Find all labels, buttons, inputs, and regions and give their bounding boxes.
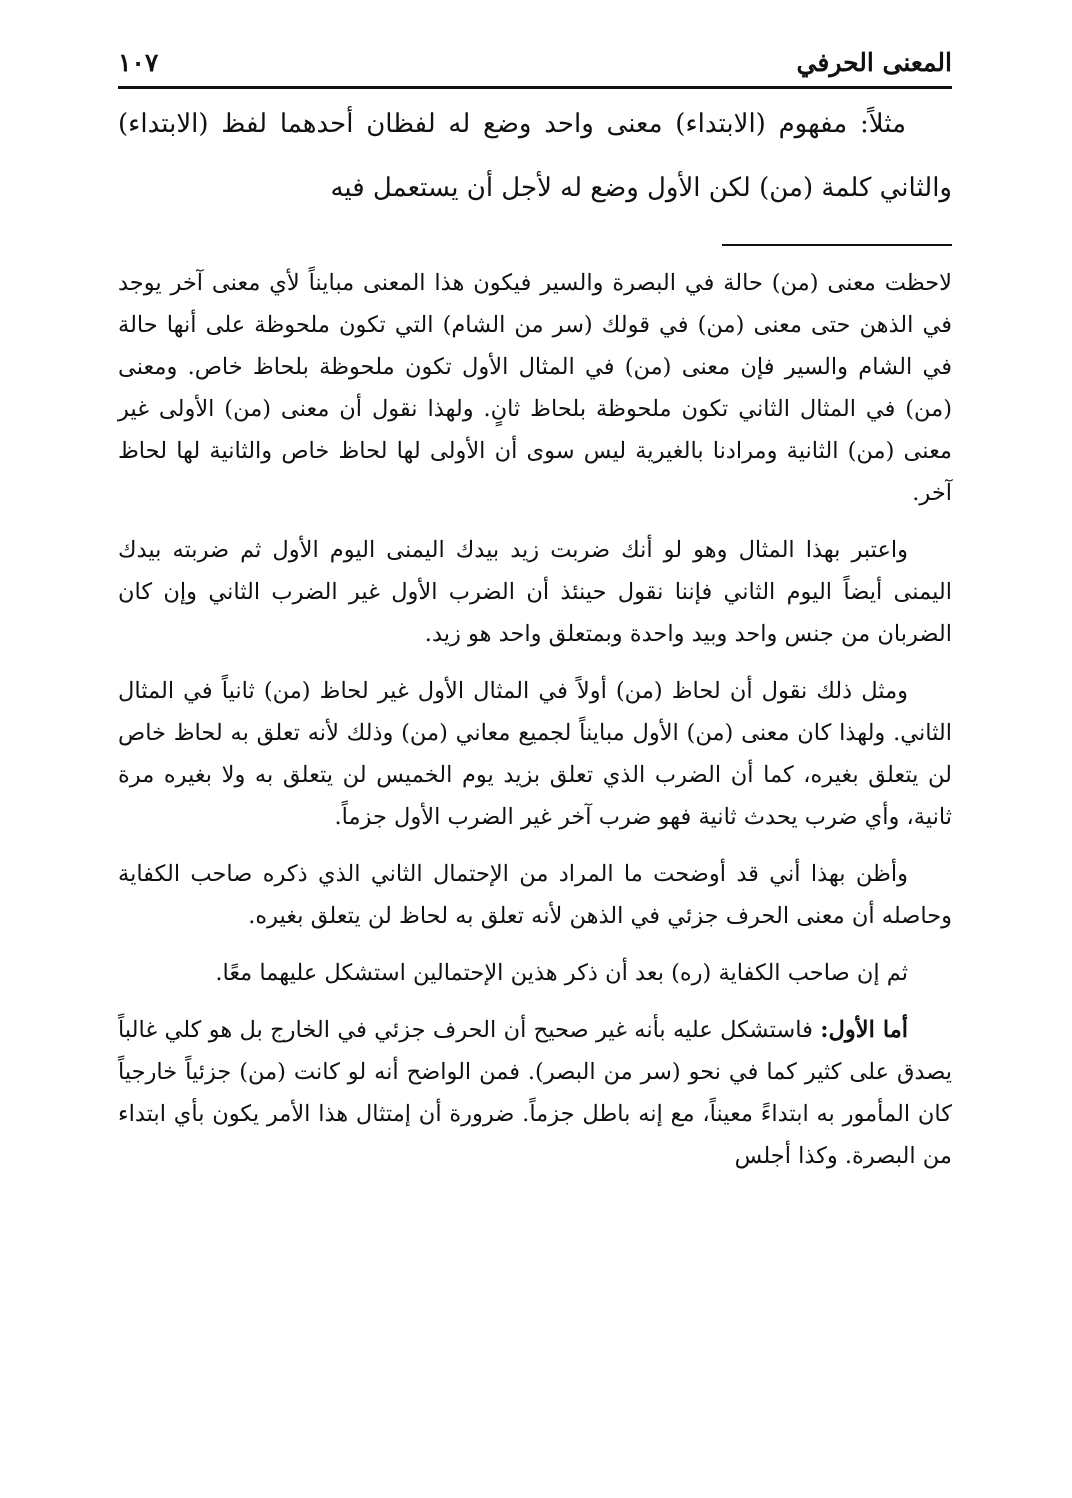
footnote-paragraph-5: ثم إن صاحب الكفاية (ره) بعد أن ذكر هذين الإحتمالين استشكل عليهما معًا. [215, 960, 908, 986]
footnote-paragraph-2: واعتبر بهذا المثال وهو لو أنك ضربت زيد بيدك اليمنى اليوم الأول ثم ضربته بيدك اليمنى أيضاً اليوم الثاني فإننا نقول حينئذ أن الضرب الأول غير الضرب الثاني وإن كان الضربان من جنس واحد وبيد واحدة وبمتعلق واحد هو زيد. [118, 537, 952, 647]
footnote-separator [722, 244, 952, 246]
paragraph-body: فاستشكل عليه بأنه غير صحيح أن الحرف جزئي في الخارج بل هو كلي غالباً يصدق على كثير كما في نحو (سر من البصر). فمن الواضح أنه لو كانت (من) جزئياً خارجياً كان المأمور به ابتداءً معيناً، مع إنه باطل جزماً. ضرورة أن إمتثال هذا الأمر يكون بأي ابتداء من البصرة. وكذا أجلس [118, 1017, 952, 1169]
main-paragraph: مثلاً: مفهوم (الابتداء) معنى واحد وضع له لفظان أحدهما لفظ (الابتداء) والثاني كلمة (من) لكن الأول وضع له لأجل أن يستعمل فيه [118, 109, 952, 203]
page-number: ١٠٧ [118, 47, 159, 77]
footnote-paragraph-1: لاحظت معنى (من) حالة في البصرة والسير فيكون هذا المعنى مبايناً لأي معنى آخر يوجد في الذهن حتى معنى (من) في قولك (سر من الشام) التي تكون ملحوظة على أنها حالة في الشام والسير فإن معنى (من) في المثال الأول تكون ملحوظة بلحاظ خاص. ومعنى (من) في المثال الثاني تكون ملحوظة بلحاظ ثانٍ. ولهذا نقول أن معنى (من) الأولى غير معنى (من) الثانية ومرادنا بالغيرية ليس سوى أن الأولى لها لحاظ خاص والثانية لها لحاظ آخر. [118, 270, 952, 506]
running-title: المعنى الحرفي [796, 47, 952, 77]
page-header [118, 38, 952, 89]
footnote-block [118, 262, 952, 1192]
footnote-paragraph-6 [118, 1009, 952, 1177]
paragraph-lead: أما الأول: [820, 1017, 908, 1043]
footnote-paragraph-4: وأظن بهذا أني قد أوضحت ما المراد من الإحتمال الثاني الذي ذكره صاحب الكفاية وحاصله أن معنى الحرف جزئي في الذهن لأنه تعلق به لحاظ لن يتعلق بغيره. [118, 861, 952, 929]
main-text [118, 92, 952, 220]
footnote-paragraph-3: ومثل ذلك نقول أن لحاظ (من) أولاً في المثال الأول غير لحاظ (من) ثانياً في المثال الثاني. ولهذا كان معنى (من) الأول مبايناً لجميع معاني (من) وذلك لأنه تعلق به لحاظ خاص لن يتعلق بغيره، كما أن الضرب الذي تعلق بزيد يوم الخميس لن يتعلق به ولا بغيره مرة ثانية، وأي ضرب يحدث ثانية فهو ضرب آخر غير الضرب الأول جزماً. [118, 678, 952, 830]
